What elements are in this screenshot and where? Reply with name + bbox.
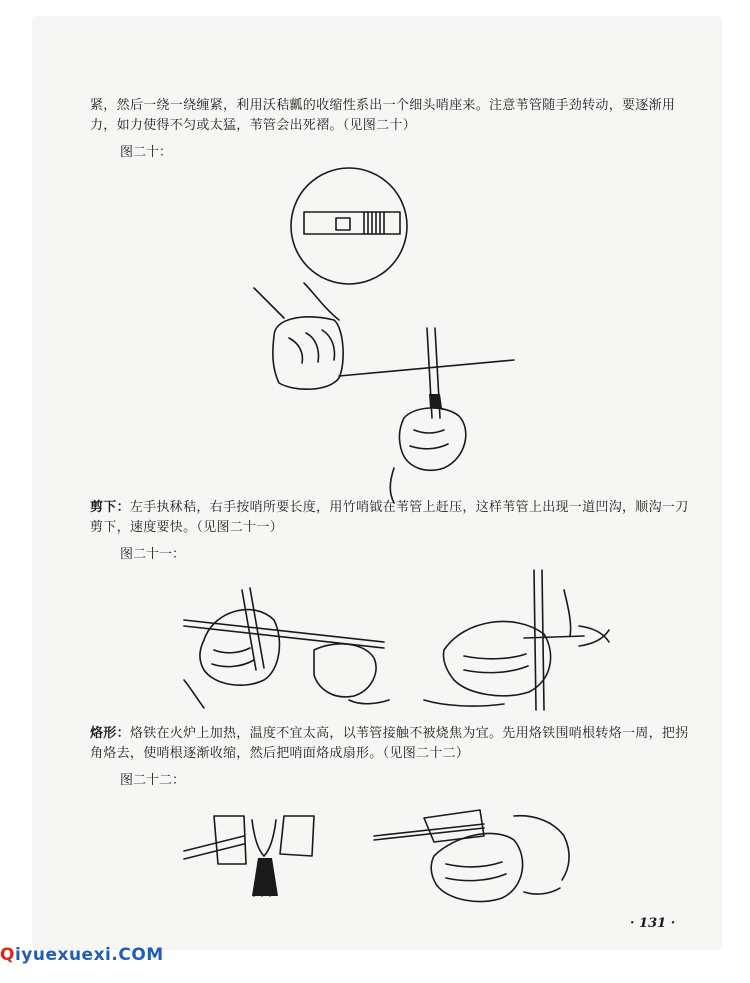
figure-20-magnifier [291,168,407,284]
figure-21-illustration [184,550,654,710]
watermark-rest: iyuexuexi.COM [14,945,164,965]
paragraph-2-heading: 剪下： [90,500,130,515]
figure-22-illustration [184,796,654,916]
paragraph-3 [90,724,700,764]
paragraph-2 [90,498,700,538]
paragraph-1 [90,96,700,136]
paragraph-3-heading: 烙形： [90,726,130,741]
figure-20-illustration [244,168,534,508]
paragraph-1-text: 紧，然后一绕一绕缠紧，利用沃秸瓤的收缩性系出一个细头哨座来。注意苇管随手劲转动，要逐渐用力，如力使得不匀或太猛，苇管会出死褶。（见图二十） [90,98,676,133]
book-page [34,18,720,948]
caption-fig20: 图二十： [120,145,173,160]
watermark-first-letter: Q [0,945,15,965]
site-watermark [0,945,280,969]
caption-fig21: 图二十一： [120,547,186,562]
paragraph-2-text: 左手执秫秸，右手按哨所要长度，用竹哨钺在苇管上赶压，这样苇管上出现一道凹沟，顺沟一刀剪下，速度要快。（见图二十一） [90,500,689,535]
caption-fig22: 图二十二： [120,773,186,788]
page-number: · 131 · [630,916,676,931]
paragraph-3-text: 烙铁在火炉上加热，温度不宜太高，以苇管接触不被烧焦为宜。先用烙铁围哨根转烙一周，把拐角烙去，使哨根逐渐收缩，然后把哨面烙成扇形。（见图二十二） [90,726,689,761]
